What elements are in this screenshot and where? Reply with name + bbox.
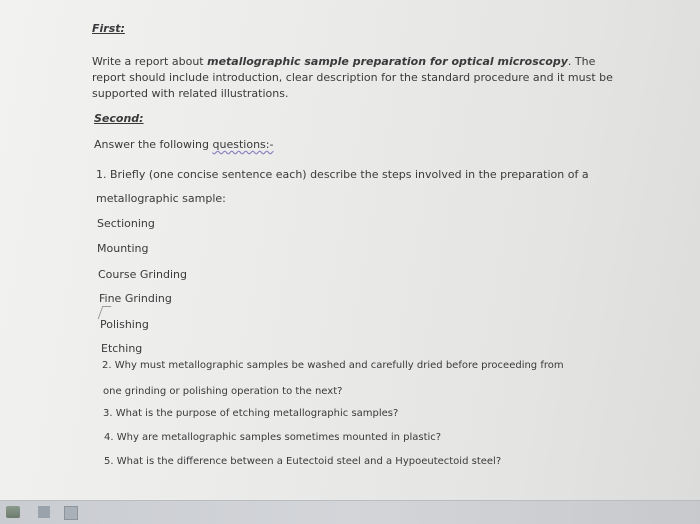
question-1-line-2: metallographic sample: [96, 192, 226, 205]
answer-prompt-underlined: questions:- [212, 138, 274, 151]
intro-text-1: Write a report about [92, 55, 208, 68]
step-fine-grinding: Fine Grinding [99, 292, 172, 305]
app-icon[interactable] [6, 506, 20, 518]
taskbar [0, 500, 700, 524]
question-2-line-2: one grinding or polishing operation to the next? [103, 386, 343, 397]
intro-paragraph [92, 54, 617, 102]
step-sectioning: Sectioning [97, 217, 155, 230]
window-icon[interactable] [38, 506, 50, 518]
intro-emphasis: metallographic sample preparation for optical microscopy [207, 55, 568, 68]
first-heading: First: [92, 22, 125, 35]
view-icon[interactable] [64, 506, 78, 520]
question-2-line-1: 2. Why must metallographic samples be washed and carefully dried before proceeding from [102, 360, 564, 371]
step-etching: Etching [101, 342, 143, 355]
question-4: 4. Why are metallographic samples sometimes mounted in plastic? [104, 432, 442, 443]
step-course-grinding: Course Grinding [98, 268, 187, 281]
answer-prompt [94, 138, 273, 152]
intro-text-2: . The report should include introduction, clear description for the standard procedure and it must be supported with related illustrations. [92, 55, 613, 100]
question-5: 5. What is the difference between a Eutectoid steel and a Hypoeutectoid steel? [104, 456, 502, 467]
question-3: 3. What is the purpose of etching metallographic samples? [103, 408, 399, 419]
second-heading: Second: [94, 112, 144, 125]
step-polishing: Polishing [100, 318, 149, 331]
step-mounting: Mounting [97, 242, 149, 255]
answer-prompt-prefix: Answer the following [94, 138, 213, 151]
question-1-line-1: 1. Briefly (one concise sentence each) describe the steps involved in the preparation of a [96, 168, 589, 181]
